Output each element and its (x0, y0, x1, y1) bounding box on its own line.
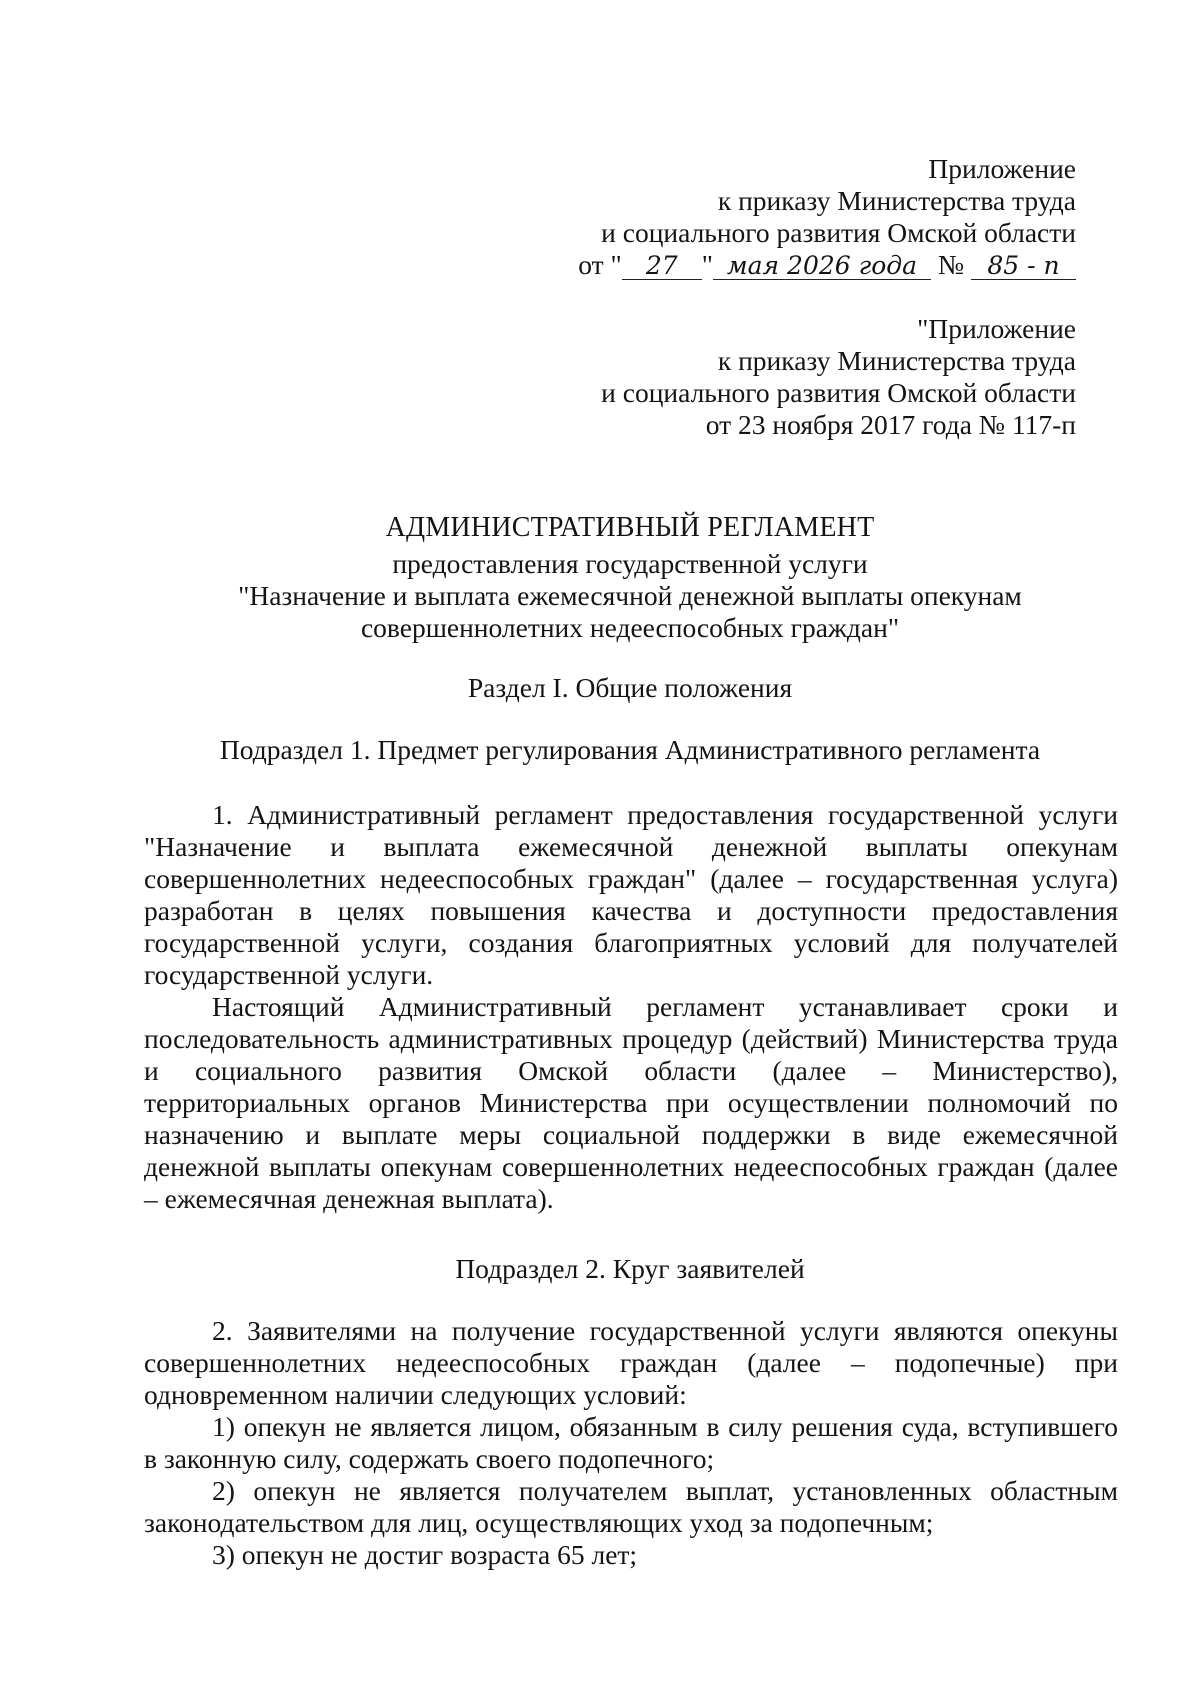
paragraph: 2. Заявителями на получение государственной услуги являются опекуны совершеннолетних недееспособных граждан (далее – подопечные) при одновременном наличии следующих условий: (144, 1315, 1118, 1410)
appendix-title: Приложение (928, 153, 1076, 184)
date-prefix: от " (578, 249, 622, 280)
handwritten-number: 85 - п (971, 253, 1076, 280)
appendix-date-line: от 23 ноября 2017 года № 117-п (705, 409, 1076, 440)
section-heading: Раздел I. Общие положения (467, 672, 793, 703)
section-body (144, 799, 1118, 1215)
appendix-date-line (578, 249, 1076, 283)
list-item: 3) опекун не достиг возраста 65 лет; (212, 1539, 638, 1570)
title-main: АДМИНИСТРАТИВНЫЙ РЕГЛАМЕНТ (385, 512, 875, 543)
appendix-ministry-line: и социального развития Омской области (601, 377, 1076, 408)
appendix-header-original (601, 313, 1076, 441)
handwritten-month-year: мая 2026 года (713, 253, 931, 280)
appendix-order-line: к приказу Министерства труда (717, 185, 1076, 216)
subsection-heading: Подраздел 2. Круг заявителей (455, 1253, 805, 1284)
appendix-title: "Приложение (917, 313, 1076, 344)
appendix-ministry-line: и социального развития Омской области (601, 217, 1076, 248)
handwritten-day: 27 (622, 253, 702, 280)
appendix-header-current (578, 153, 1076, 283)
paragraph: Настоящий Административный регламент устанавливает сроки и последовательность административных процедур (действий) Министерства труда и социального развития Омской области (далее – Министерство), территориальных органов Министерства при осуществлении полномочий по назначению и выплате меры социальной поддержки в виде ежемесячной денежной выплаты опекунам совершеннолетних недееспособных граждан (далее – ежемесячная денежная выплата). (144, 991, 1118, 1214)
subsection-heading: Подраздел 1. Предмет регулирования Административного регламента (219, 734, 1041, 765)
date-mid: " (701, 249, 713, 280)
appendix-order-line: к приказу Министерства труда (717, 345, 1076, 376)
list-item: 1) опекун не является лицом, обязанным в силу решения суда, вступившего в законную силу, содержать своего подопечного; (144, 1411, 1118, 1474)
paragraph: 1. Административный регламент предоставления государственной услуги "Назначение и выплата ежемесячной денежной выплаты опекунам совершеннолетних недееспособных граждан" (далее – государственная услуга) разработан в целях повышения качества и доступности предоставления государственной услуги, создания благоприятных условий для получателей государственной услуги. (144, 799, 1118, 990)
title-line: совершеннолетних недееспособных граждан" (360, 612, 900, 643)
document-title (140, 512, 1120, 644)
title-line: предоставления государственной услуги (392, 548, 868, 579)
number-sign: № (937, 249, 965, 280)
title-line: "Назначение и выплата ежемесячной денежной выплаты опекунам (238, 580, 1022, 611)
section-body (144, 1315, 1118, 1571)
list-item: 2) опекун не является получателем выплат, установленных областным законодательством для лиц, осуществляющих уход за подопечным; (144, 1475, 1118, 1538)
